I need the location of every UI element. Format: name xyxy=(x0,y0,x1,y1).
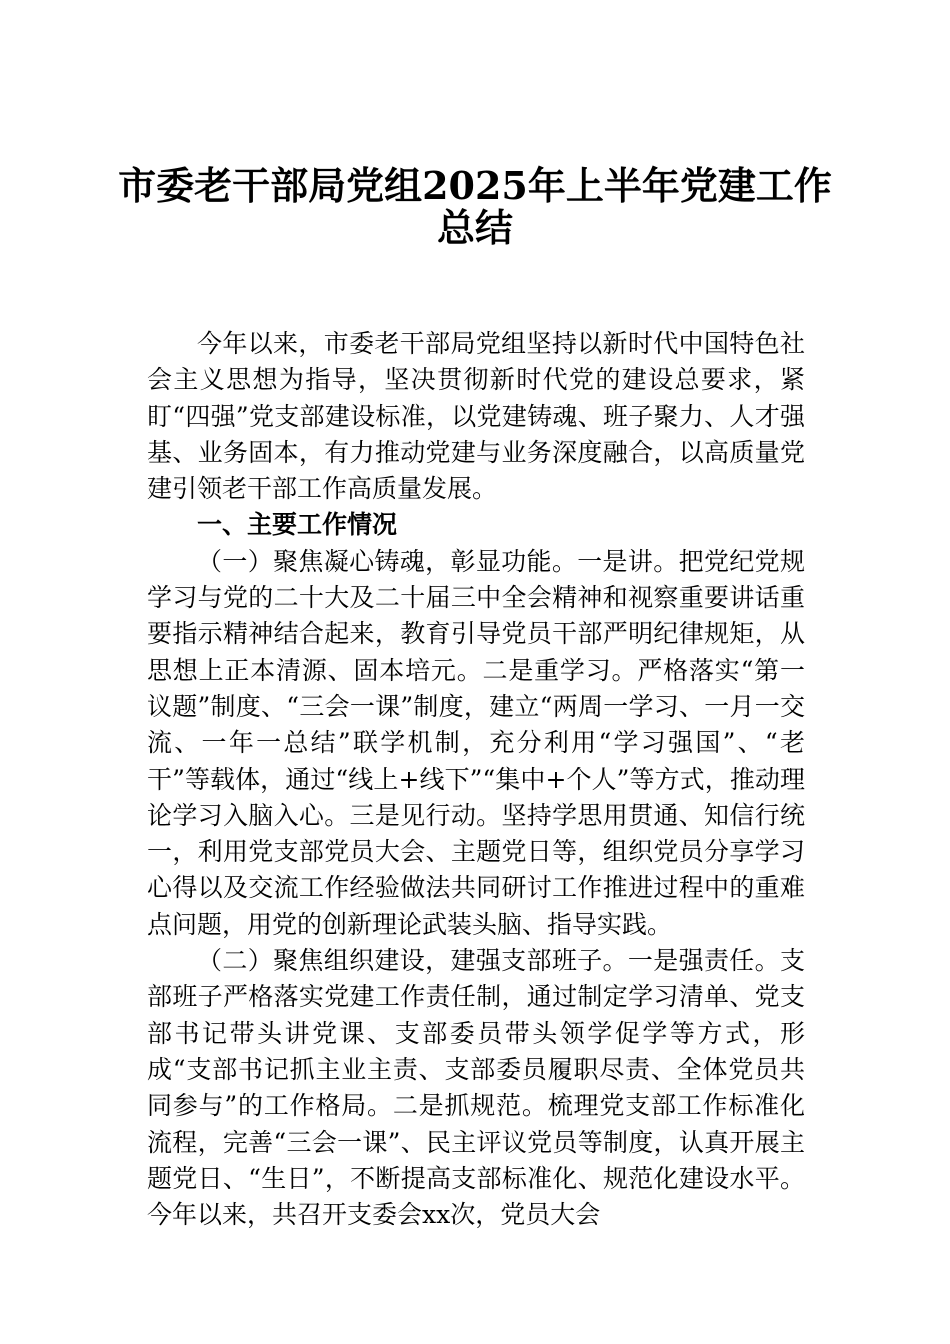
paragraph-ideology: （一）聚焦凝心铸魂，彰显功能。一是讲。把党纪党规学习与党的二十大及二十届三中全会精神和视察重要讲话重要指示精神结合起来，教育引导党员干部严明纪律规矩，从思想上正本清源、固本培元。二是重学习。严格落实“第一议题”制度、“三会一课”制度，建立“两周一学习、一月一交流、一年一总结”联学机制，充分利用“学习强国”、“老干”等载体，通过“线上+线下”“集中+个人”等方式，推动理论学习入脑入心。三是见行动。坚持学思用贯通、知信行统一，利用党支部党员大会、主题党日等，组织党员分享学习心得以及交流工作经验做法共同研讨工作推进过程中的重难点问题，用党的创新理论武装头脑、指导实践。 xyxy=(147,546,805,939)
intro-paragraph: 今年以来，市委老干部局党组坚持以新时代中国特色社会主义思想为指导，坚决贯彻新时代党的建设总要求，紧盯“四强”党支部建设标准，以党建铸魂、班子聚力、人才强基、业务固本，有力推动党建与业务深度融合，以高质量党建引领老干部工作高质量发展。 xyxy=(147,329,805,504)
section-heading: 一、主要工作情况 xyxy=(197,510,398,540)
document-title-line-1: 市委老干部局党组2025年上半年党建工作 xyxy=(118,163,832,208)
paragraph-organization: （二）聚焦组织建设，建强支部班子。一是强责任。支部班子严格落实党建工作责任制，通过制定学习清单、党支部书记带头讲党课、支部委员带头领学促学等方式，形成“支部书记抓主业主责、支部委员履职尽责、全体党员共同参与”的工作格局。二是抓规范。梳理党支部工作标准化流程，完善“三会一课”、民主评议党员等制度，认真开展主题党日、“生日”，不断提高支部标准化、规范化建设水平。今年以来，共召开支委会xx次，党员大会 xyxy=(147,946,805,1230)
document-body xyxy=(147,326,805,1233)
document-title-line-2: 总结 xyxy=(436,205,513,250)
